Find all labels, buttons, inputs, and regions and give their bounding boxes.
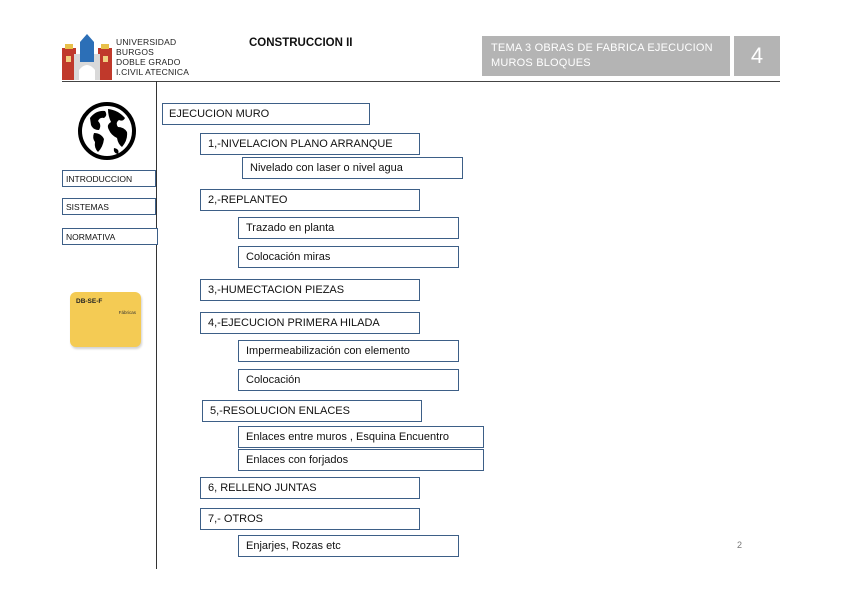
- section-1-nivelacion[interactable]: 1,-NIVELACION PLANO ARRANQUE: [200, 133, 420, 155]
- sidebar-item-normativa[interactable]: NORMATIVA: [62, 228, 158, 245]
- sidebar-item-introduccion[interactable]: INTRODUCCION: [62, 170, 156, 187]
- item-impermeabilizacion[interactable]: Impermeabilización con elemento: [238, 340, 459, 362]
- item-enlaces-muros[interactable]: Enlaces entre muros , Esquina Encuentro: [238, 426, 484, 448]
- section-5-enlaces[interactable]: 5,-RESOLUCION ENLACES: [202, 400, 422, 422]
- university-name: [116, 37, 189, 77]
- university-line: BURGOS: [116, 47, 155, 57]
- db-card-title: DB-SE-F: [76, 298, 103, 305]
- db-card-subtitle: Fábricas: [118, 310, 136, 315]
- university-line: I.CIVIL ATECNICA: [116, 67, 190, 77]
- section-3-humectacion[interactable]: 3,-HUMECTACION PIEZAS: [200, 279, 420, 301]
- item-enlaces-forjados[interactable]: Enlaces con forjados: [238, 449, 484, 471]
- header-divider: [62, 81, 780, 82]
- item-nivelado[interactable]: Nivelado con laser o nivel agua: [242, 157, 463, 179]
- globe-icon[interactable]: [78, 100, 136, 162]
- item-trazado[interactable]: Trazado en planta: [238, 217, 459, 239]
- section-7-otros[interactable]: 7,- OTROS: [200, 508, 420, 530]
- section-2-replanteo[interactable]: 2,-REPLANTEO: [200, 189, 420, 211]
- item-enjarjes[interactable]: Enjarjes, Rozas etc: [238, 535, 459, 557]
- page-number: 2: [737, 540, 743, 550]
- section-4-primera-hilada[interactable]: 4,-EJECUCION PRIMERA HILADA: [200, 312, 420, 334]
- course-title: CONSTRUCCION II: [249, 37, 353, 49]
- tema-number: 4: [734, 36, 780, 76]
- university-line: UNIVERSIDAD: [116, 37, 177, 47]
- section-6-relleno[interactable]: 6, RELLENO JUNTAS: [200, 477, 420, 499]
- heading-ejecucion-muro[interactable]: EJECUCION MURO: [162, 103, 370, 125]
- item-colocacion[interactable]: Colocación: [238, 369, 459, 391]
- tema-title: TEMA 3 OBRAS DE FABRICA EJECUCION MUROS BLOQUES: [491, 42, 713, 69]
- item-colocacion-miras[interactable]: Colocación miras: [238, 246, 459, 268]
- sidebar-divider: [156, 81, 157, 569]
- sidebar-item-sistemas[interactable]: SISTEMAS: [62, 198, 156, 215]
- university-line: DOBLE GRADO: [116, 57, 181, 67]
- university-logo: [62, 34, 112, 80]
- db-se-f-card[interactable]: [70, 292, 141, 347]
